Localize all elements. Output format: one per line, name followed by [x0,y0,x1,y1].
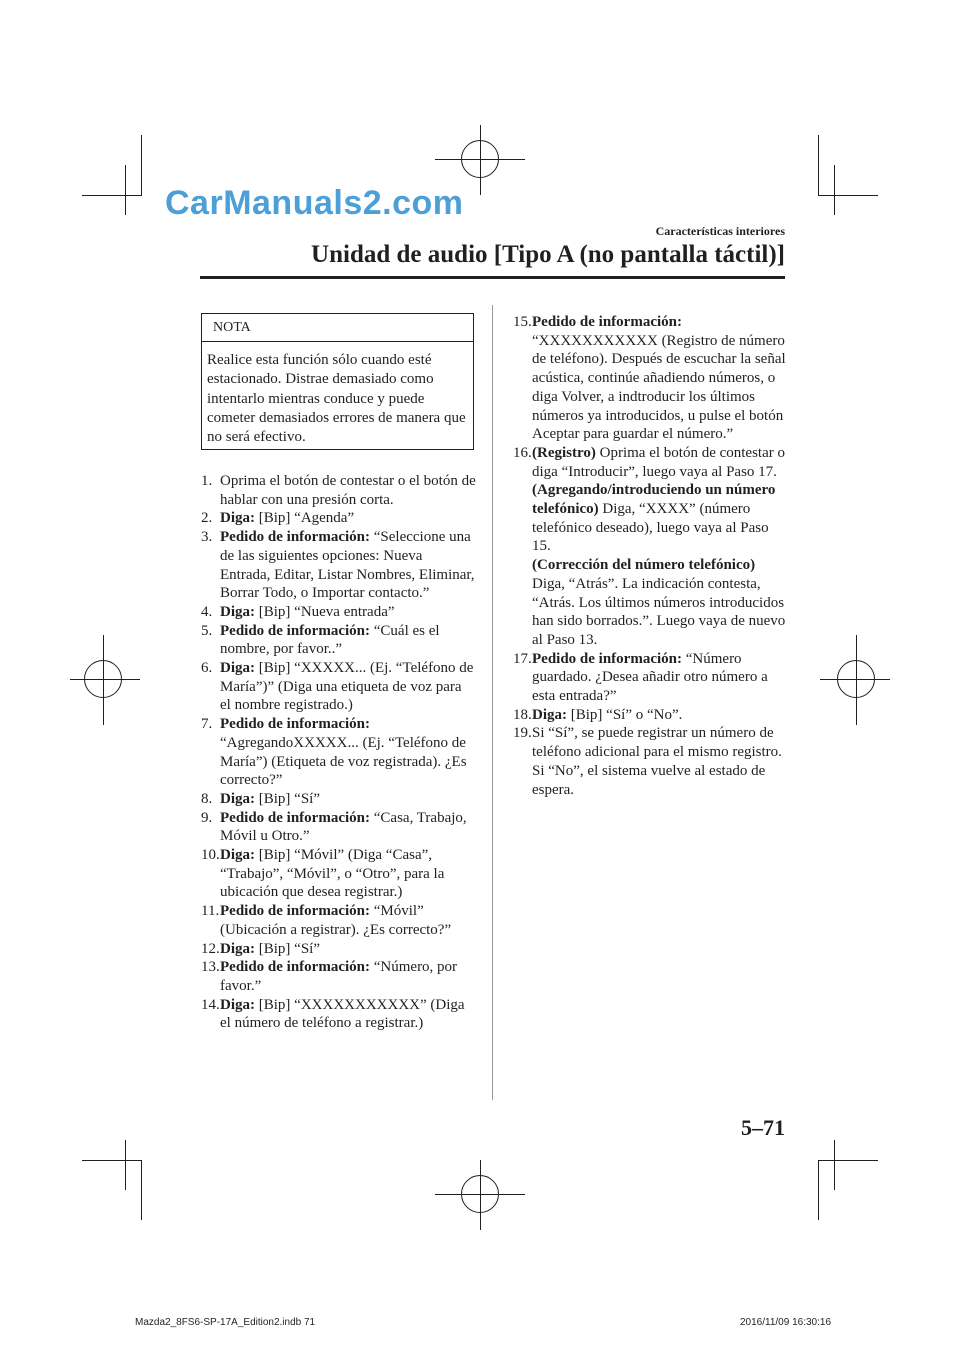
step-label: (Agregando/introduciendo un número telefónico) [532,482,776,518]
step-text: [Bip] “Sí” o “No”. [567,706,683,723]
step-text: Oprima el botón de contestar o el botón de hablar con una presión corta. [220,473,476,508]
crop-mark [480,1160,481,1230]
step-item [201,958,476,995]
step-number: 14. [201,996,220,1013]
step-text: Oprima el botón de contestar o diga “Introducir”, luego vaya al Paso 17. [532,444,785,480]
step-item [201,715,476,790]
crop-mark [818,1160,878,1161]
crop-mark [820,679,890,680]
step-item [513,650,788,706]
footer-file: Mazda2_8FS6-SP-17A_Edition2.indb 71 [135,1317,316,1328]
step-label: Diga: [220,847,255,864]
right-step-list [513,313,788,799]
step-text: [Bip] “XXXXX... (Ej. “Teléfono de María”)” (Diga una etiqueta de voz para el nombre registrado.) [220,660,474,714]
step-label: Diga: [220,940,255,957]
watermark-logo: CarManuals2.com [165,184,464,222]
step-item [201,846,476,902]
step-number: 8. [201,790,213,807]
footer-timestamp: 2016/11/09 16:30:16 [740,1317,832,1328]
step-label: Pedido de información: [532,650,682,667]
step-text: “AgregandoXXXXX... (Ej. “Teléfono de María”) (Etiqueta de voz registrada). ¿Es correcto?” [220,734,467,789]
step-text: Diga, “Atrás”. La indicación contesta, “Atrás. Los últimos números introducidos han sido borrados.”. Luego vaya de nuevo al Paso 13. [532,575,786,648]
step-label: Diga: [220,790,255,807]
step-item [513,724,788,761]
step-number: 12. [201,940,220,957]
crop-mark [82,195,142,196]
step-number: 19. [513,725,532,742]
step-label: Pedido de información: [220,903,370,920]
step-text: Diga, “XXXX” (número telefónico deseado), luego vaya al Paso 15. [532,501,769,555]
step-item [201,940,476,959]
step-item [513,762,788,799]
note-title: NOTA [202,314,473,342]
step-item [513,444,788,481]
step-text: “Número guardado. ¿Desea añadir otro número a esta entrada?” [532,650,768,705]
crop-mark [818,195,878,196]
step-text: “Cuál es el nombre, por favor..” [220,622,440,658]
step-item [201,659,476,715]
page-title: Unidad de audio [Tipo A (no pantalla táctil)] [311,241,785,268]
step-text: [Bip] “Sí” [255,790,320,807]
step-text: “XXXXXXXXXXX (Registro de número de teléfono). Después de escuchar la señal acústica, continúe añadiendo números, o diga Volver, a indtroducir los últimos números ya introducidos, u pulse el botón Aceptar para guardar el número.” [532,332,786,443]
step-label: Pedido de información: [532,314,682,330]
step-item [201,996,476,1033]
step-item [513,313,788,444]
crop-mark [141,1160,142,1220]
left-step-list [201,472,476,1033]
step-number: 16. [513,444,532,461]
step-text: “Casa, Trabajo, Móvil u Otro.” [220,809,467,845]
step-label: Pedido de información: [220,809,370,826]
step-label: Diga: [220,660,255,677]
step-text: [Bip] “Sí” [255,940,320,957]
crop-mark [125,1140,126,1190]
step-item [201,528,476,603]
step-number: 18. [513,706,532,723]
step-label: (Registro) [532,444,596,461]
step-item [201,809,476,846]
step-number: 3. [201,529,213,546]
step-item [513,481,788,556]
column-divider [492,305,493,1100]
step-number: 7. [201,716,213,733]
step-text: Si “No”, el sistema vuelve al estado de espera. [532,762,766,798]
step-number: 15. [513,314,532,330]
step-item [513,706,788,725]
section-label: Características interiores [655,224,785,238]
step-label: Pedido de información: [220,716,370,733]
page-number: 5–71 [741,1115,785,1140]
step-number: 17. [513,650,532,667]
step-label: Pedido de información: [220,959,370,976]
step-item [201,472,476,509]
crop-mark [141,135,142,195]
step-item [201,790,476,809]
step-label: (Corrección del número telefónico) [532,557,756,574]
step-number: 5. [201,622,213,639]
step-text: Si “Sí”, se puede registrar un número de teléfono adicional para el mismo registro. [532,725,782,761]
crop-mark [70,679,140,680]
step-number: 9. [201,809,213,826]
step-number: 10. [201,847,220,864]
crop-mark [125,165,126,215]
step-label: Pedido de información: [220,529,370,546]
step-label: Pedido de información: [220,622,370,639]
step-text: [Bip] “Nueva entrada” [255,603,395,620]
step-text: [Bip] “Agenda” [255,510,355,527]
crop-mark [818,135,819,195]
crop-mark [82,1160,142,1161]
step-text: “Número, por favor.” [220,959,458,994]
step-number: 13. [201,959,220,976]
step-number: 2. [201,510,213,527]
step-item [201,603,476,622]
crop-mark [480,125,481,195]
step-text: [Bip] “XXXXXXXXXXX” (Diga el número de teléfono a registrar.) [220,996,465,1032]
step-label: Diga: [220,510,255,527]
crop-mark [856,635,857,725]
step-item [513,556,788,650]
step-item [201,509,476,528]
step-number: 11. [201,903,220,920]
step-text: “Móvil” (Ubicación a registrar). ¿Es correcto?” [220,903,452,938]
crop-mark [818,1160,819,1220]
title-divider [200,276,785,279]
step-item [201,622,476,659]
step-number: 1. [201,473,213,489]
note-box [201,313,474,450]
step-label: Diga: [532,706,567,723]
crop-mark [103,635,104,725]
step-label: Diga: [220,603,255,620]
step-number: 6. [201,660,213,677]
step-item [201,902,476,939]
step-label: Diga: [220,996,255,1013]
step-text: [Bip] “Móvil” (Diga “Casa”, “Trabajo”, “Móvil”, o “Otro”, para la ubicación que desea registrar.) [220,847,445,901]
step-text: “Seleccione una de las siguientes opciones: Nueva Entrada, Editar, Listar Nombres, Eliminar, Borrar Todo, o Importar contacto.” [220,529,475,602]
crop-mark [834,165,835,215]
crop-mark [834,1140,835,1190]
note-text: Realice esta función sólo cuando esté estacionado. Distrae demasiado como intentarlo mientras conduce y puede cometer demasiados errores de manera que no será efectivo. [207,352,466,446]
step-number: 4. [201,603,213,620]
